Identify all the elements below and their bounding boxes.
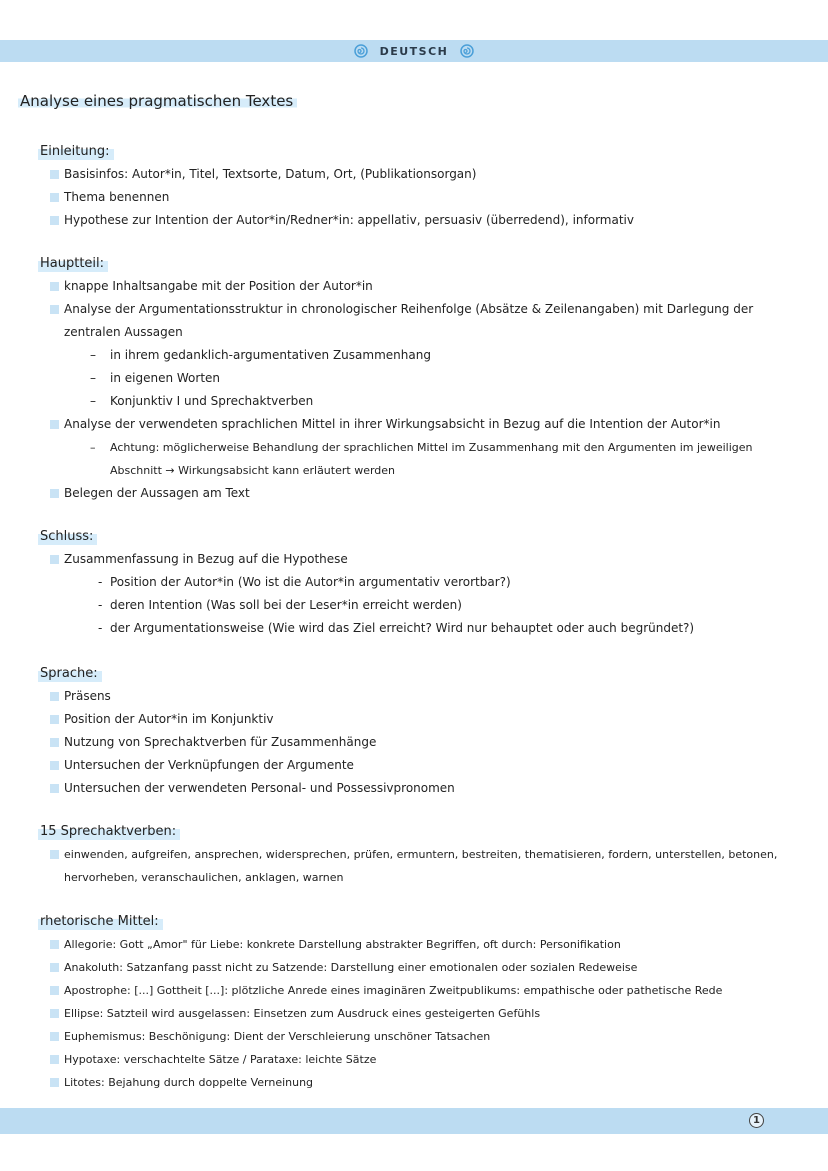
list-item: Hypotaxe: verschachtelte Sätze / Parataxe: leichte Sätze: [38, 1048, 808, 1071]
list-item: Präsens: [38, 685, 808, 708]
swirl-icon: [460, 44, 474, 58]
list-item: Zusammenfassung in Bezug auf die Hypothese: [38, 548, 808, 571]
list-item-continuation: hervorheben, veranschaulichen, anklagen, warnen: [64, 871, 344, 884]
list-item: Untersuchen der Verknüpfungen der Argumente: [38, 754, 808, 777]
list-item: Hypothese zur Intention der Autor*in/Redner*in: appellativ, persuasiv (überredend), informativ: [38, 209, 808, 232]
list-item: Thema benennen: [38, 186, 808, 209]
list-item: Apostrophe: [...] Gottheit [...]: plötzliche Anrede eines imaginären Zweitpublikums: empathische oder pathetische Rede: [38, 979, 808, 1002]
sub-item: – in eigenen Worten: [38, 367, 808, 390]
sub-item: - deren Intention (Was soll bei der Leser*in erreicht werden): [38, 594, 808, 617]
list-item: Litotes: Bejahung durch doppelte Verneinung: [38, 1071, 808, 1094]
footer-bar: [0, 1108, 828, 1134]
heading-sprechaktverben: 15 Sprechaktverben:: [38, 820, 180, 843]
list-item: Position der Autor*in im Konjunktiv: [38, 708, 808, 731]
list-item: Analyse der Argumentationsstruktur in chronologischer Reihenfolge (Absätze & Zeilenangaben) mit Darlegung der: [38, 298, 808, 321]
heading-schluss: Schluss:: [38, 525, 97, 548]
header-title: DEUTSCH: [379, 44, 449, 58]
heading-sprache: Sprache:: [38, 662, 102, 685]
list-item: Analyse der verwendeten sprachlichen Mittel in ihrer Wirkungsabsicht in Bezug auf die Intention der Autor*in: [38, 413, 808, 436]
sub-item: – in ihrem gedanklich-argumentativen Zusammenhang: [38, 344, 808, 367]
list-item: Ellipse: Satzteil wird ausgelassen: Einsetzen zum Ausdruck eines gesteigerten Gefühls: [38, 1002, 808, 1025]
list-item: Allegorie: Gott „Amor" für Liebe: konkrete Darstellung abstrakter Begriffen, oft durch: Personifikation: [38, 933, 808, 956]
section-rhetorik: [38, 910, 808, 1094]
list-item: Euphemismus: Beschönigung: Dient der Verschleierung unschöner Tatsachen: [38, 1025, 808, 1048]
section-sprache: [38, 662, 808, 800]
page-number: 1: [749, 1113, 764, 1128]
sub-item: – Achtung: möglicherweise Behandlung der sprachlichen Mittel im Zusammenhang mit den Argumenten im jeweiligen: [38, 436, 808, 459]
list-item: knappe Inhaltsangabe mit der Position der Autor*in: [38, 275, 808, 298]
list-item: Anakoluth: Satzanfang passt nicht zu Satzende: Darstellung einer emotionalen oder sozialen Redeweise: [38, 956, 808, 979]
section-einleitung: [38, 140, 808, 232]
section-hauptteil: [38, 252, 808, 505]
section-schluss: [38, 525, 808, 640]
swirl-icon: [354, 44, 368, 58]
list-item-continuation: zentralen Aussagen: [64, 325, 183, 339]
list-item: Nutzung von Sprechaktverben für Zusammenhänge: [38, 731, 808, 754]
list-item: einwenden, aufgreifen, ansprechen, widersprechen, prüfen, ermuntern, bestreiten, thematisieren, fordern, unterstellen, betonen,: [38, 843, 808, 866]
heading-rhetorik: rhetorische Mittel:: [38, 910, 163, 933]
sub-item: - der Argumentationsweise (Wie wird das Ziel erreicht? Wird nur behauptet oder auch begründet?): [38, 617, 808, 640]
section-sprechaktverben: [38, 820, 808, 889]
page-title: Analyse eines pragmatischen Textes: [18, 92, 297, 110]
header-bar: [0, 40, 828, 62]
heading-hauptteil: Hauptteil:: [38, 252, 108, 275]
sub-item: - Position der Autor*in (Wo ist die Autor*in argumentativ verortbar?): [38, 571, 808, 594]
sub-item-continuation: Abschnitt → Wirkungsabsicht kann erläutert werden: [110, 464, 396, 477]
heading-einleitung: Einleitung:: [38, 140, 114, 163]
list-item: Belegen der Aussagen am Text: [38, 482, 808, 505]
list-item: Basisinfos: Autor*in, Titel, Textsorte, Datum, Ort, (Publikationsorgan): [38, 163, 808, 186]
list-item: Untersuchen der verwendeten Personal- und Possessivpronomen: [38, 777, 808, 800]
sub-item: – Konjunktiv I und Sprechaktverben: [38, 390, 808, 413]
